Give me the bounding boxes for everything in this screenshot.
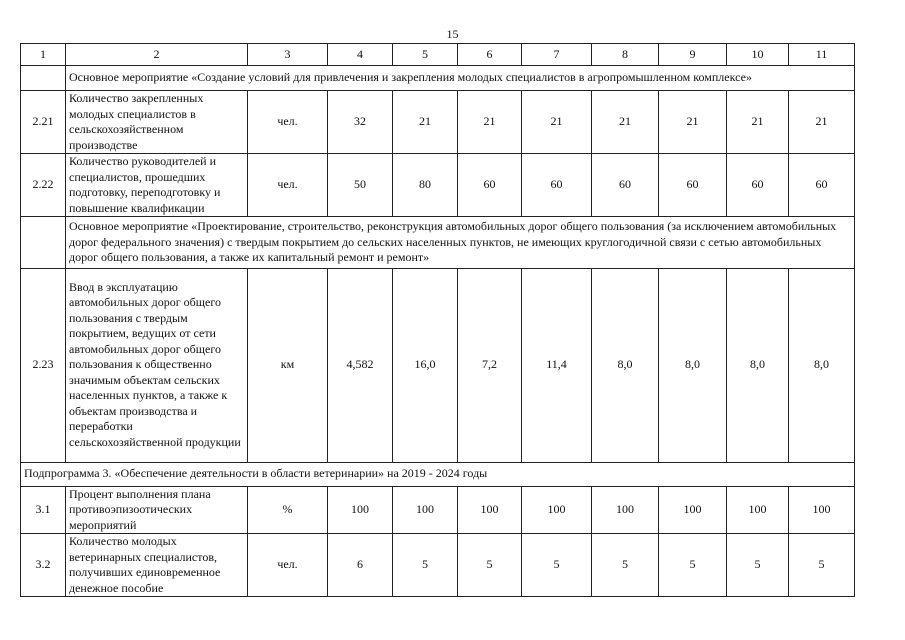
indicators-table	[20, 43, 855, 597]
page-number: 15	[446, 27, 459, 41]
table-row	[21, 534, 855, 597]
table-row	[21, 154, 855, 217]
indicator-name: Количество закрепленных молодых специалистов в сельскохозяйственном производстве	[66, 91, 248, 154]
section-title: Основное мероприятие «Проектирование, строительство, реконструкция автомобильных дорог общего пользования (за исключением автомобильных дорог федерального значения) с твердым покрытием до сельских населенных пунктов, не имеющих круглогодичной связи с сетью автомобильных дорог общего пользования, а также их капитальный ремонт и ремонт»	[66, 217, 855, 269]
value-cell: 21	[659, 91, 727, 154]
value-cell: 5	[789, 534, 855, 597]
value-cell: 5	[458, 534, 522, 597]
value-cell: 7,2	[458, 268, 522, 462]
value-cell: 21	[458, 91, 522, 154]
value-cell: 5	[659, 534, 727, 597]
value-cell: 100	[393, 486, 458, 534]
table-row	[21, 91, 855, 154]
table-row	[21, 268, 855, 462]
column-header: 1	[21, 44, 66, 66]
value-cell: 5	[522, 534, 592, 597]
value-cell: 100	[522, 486, 592, 534]
column-header: 2	[66, 44, 248, 66]
value-cell: 60	[592, 154, 659, 217]
value-cell: 100	[659, 486, 727, 534]
value-cell: 100	[458, 486, 522, 534]
column-header: 11	[789, 44, 855, 66]
column-header: 5	[393, 44, 458, 66]
column-header: 8	[592, 44, 659, 66]
section-row	[21, 462, 855, 486]
value-cell: 60	[659, 154, 727, 217]
value-cell: 60	[458, 154, 522, 217]
indicator-name: Ввод в эксплуатацию автомобильных дорог общего пользования с твердым покрытием, ведущих от сети автомобильных дорог общего пользования к общественно значимым объектам сельских населенных пунктов, а также к объектам производства и переработки сельскохозяйственной продукции	[66, 268, 248, 462]
value-cell: 21	[727, 91, 789, 154]
section-title: Основное мероприятие «Создание условий для привлечения и закрепления молодых специалистов в агропромышленном комплексе»	[66, 66, 855, 91]
row-number: 3.1	[21, 486, 66, 534]
unit-cell: %	[248, 486, 328, 534]
empty-cell	[21, 66, 66, 91]
row-number: 2.22	[21, 154, 66, 217]
value-cell: 60	[522, 154, 592, 217]
column-header: 3	[248, 44, 328, 66]
unit-cell: чел.	[248, 534, 328, 597]
value-cell: 8,0	[789, 268, 855, 462]
value-cell: 11,4	[522, 268, 592, 462]
section-row	[21, 217, 855, 269]
row-number: 2.21	[21, 91, 66, 154]
value-cell: 60	[727, 154, 789, 217]
section-row	[21, 66, 855, 91]
value-cell: 8,0	[659, 268, 727, 462]
value-cell: 32	[328, 91, 393, 154]
indicator-name: Количество руководителей и специалистов, прошедших подготовку, переподготовку и повышение квалификации	[66, 154, 248, 217]
value-cell: 16,0	[393, 268, 458, 462]
section-title: Подпрограмма 3. «Обеспечение деятельности в области ветеринарии» на 2019 - 2024 годы	[21, 462, 855, 486]
value-cell: 6	[328, 534, 393, 597]
value-cell: 100	[592, 486, 659, 534]
value-cell: 100	[727, 486, 789, 534]
column-header: 4	[328, 44, 393, 66]
value-cell: 100	[789, 486, 855, 534]
column-header: 10	[727, 44, 789, 66]
column-number-row	[21, 44, 855, 66]
value-cell: 5	[592, 534, 659, 597]
value-cell: 4,582	[328, 268, 393, 462]
value-cell: 8,0	[727, 268, 789, 462]
unit-cell: км	[248, 268, 328, 462]
empty-cell	[21, 217, 66, 269]
row-number: 3.2	[21, 534, 66, 597]
indicator-name: Количество молодых ветеринарных специалистов, получивших единовременное денежное пособие	[66, 534, 248, 597]
column-header: 6	[458, 44, 522, 66]
value-cell: 5	[727, 534, 789, 597]
indicator-name: Процент выполнения плана противоэпизоотических мероприятий	[66, 486, 248, 534]
value-cell: 60	[789, 154, 855, 217]
value-cell: 21	[522, 91, 592, 154]
column-header: 7	[522, 44, 592, 66]
value-cell: 21	[393, 91, 458, 154]
value-cell: 21	[592, 91, 659, 154]
value-cell: 50	[328, 154, 393, 217]
value-cell: 5	[393, 534, 458, 597]
value-cell: 100	[328, 486, 393, 534]
value-cell: 21	[789, 91, 855, 154]
row-number: 2.23	[21, 268, 66, 462]
value-cell: 80	[393, 154, 458, 217]
unit-cell: чел.	[248, 154, 328, 217]
value-cell: 8,0	[592, 268, 659, 462]
unit-cell: чел.	[248, 91, 328, 154]
column-header: 9	[659, 44, 727, 66]
table-row	[21, 486, 855, 534]
